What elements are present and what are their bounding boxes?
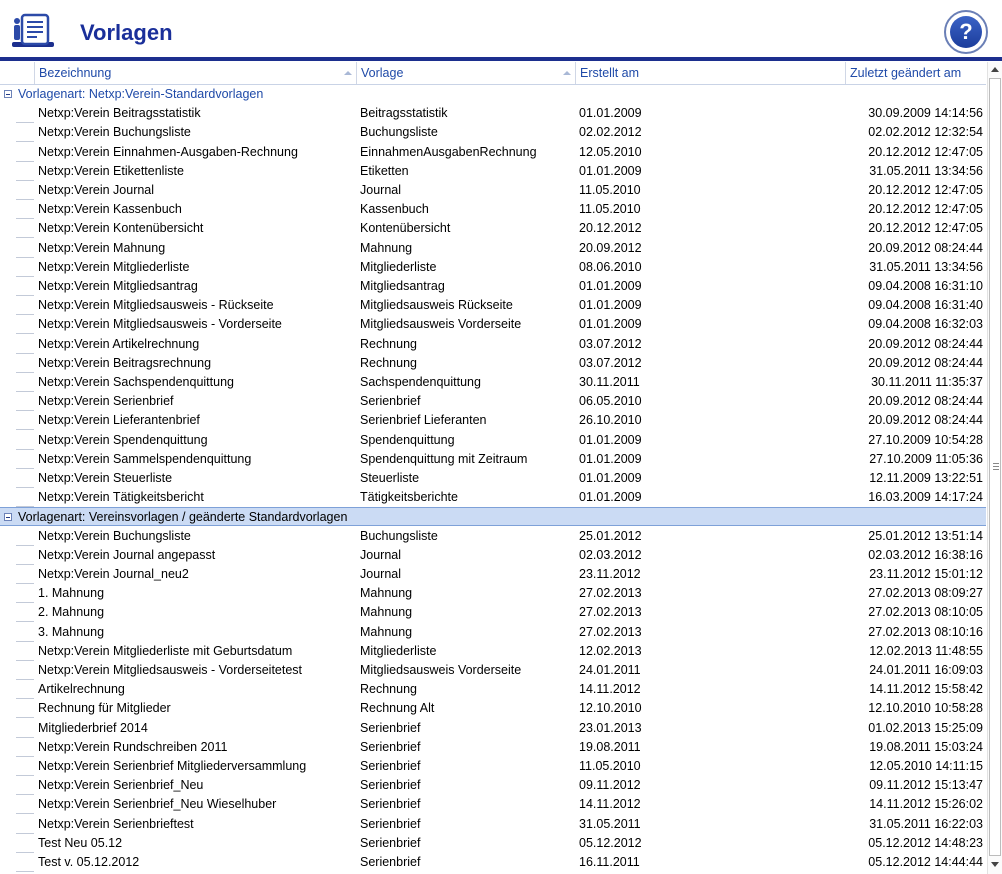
cell-bezeichnung: Netxp:Verein Buchungsliste	[38, 125, 191, 140]
table-row[interactable]	[0, 776, 986, 795]
cell-bezeichnung: Netxp:Verein Mitgliederliste	[38, 259, 190, 274]
cell-zuletzt-geaendert-am: 20.09.2012 08:24:44	[868, 413, 983, 428]
cell-zuletzt-geaendert-am: 20.09.2012 08:24:44	[868, 394, 983, 409]
cell-erstellt-am: 12.05.2010	[579, 144, 642, 159]
cell-vorlage: Serienbrief	[360, 778, 421, 793]
cell-vorlage: Mitgliedsantrag	[360, 279, 445, 293]
cell-erstellt-am: 01.01.2009	[579, 106, 642, 121]
cell-vorlage: Serienbrief	[360, 720, 421, 735]
cell-erstellt-am: 23.11.2012	[579, 567, 641, 581]
column-header-erstellt-am[interactable]	[575, 62, 845, 84]
cell-bezeichnung: Netxp:Verein Beitragsrechnung	[38, 355, 212, 370]
row-indicator	[16, 584, 34, 603]
group-header[interactable]	[0, 85, 986, 104]
cell-vorlage: Serienbrief	[360, 739, 421, 754]
cell-bezeichnung: Netxp:Verein Mitgliedsausweis - Vorderseite	[38, 317, 282, 332]
cell-erstellt-am: 03.07.2012	[579, 336, 642, 351]
column-header-bar	[0, 62, 986, 85]
cell-zuletzt-geaendert-am: 30.11.2011 11:35:37	[871, 375, 983, 389]
table-row[interactable]	[0, 123, 986, 142]
row-indicator	[16, 642, 34, 661]
cell-bezeichnung: Netxp:Verein Serienbrieftest	[38, 816, 194, 831]
cell-erstellt-am: 01.01.2009	[579, 317, 642, 332]
sort-ascending-icon	[563, 71, 571, 75]
table-row[interactable]	[0, 258, 986, 277]
column-header-vorlage[interactable]	[356, 62, 575, 84]
cell-bezeichnung: Netxp:Verein Etikettenliste	[38, 163, 184, 178]
cell-erstellt-am: 20.09.2012	[579, 240, 642, 255]
cell-bezeichnung: Netxp:Verein Lieferantenbrief	[38, 413, 200, 428]
collapse-icon[interactable]	[4, 90, 12, 98]
cell-bezeichnung: Netxp:Verein Mitgliedsausweis - Vorderseitetest	[38, 663, 303, 677]
cell-vorlage: Spendenquittung	[360, 432, 455, 447]
cell-erstellt-am: 14.11.2012	[579, 797, 641, 812]
cell-zuletzt-geaendert-am: 31.05.2011 13:34:56	[869, 259, 983, 274]
table-row[interactable]	[0, 296, 986, 315]
column-header-bezeichnung[interactable]	[34, 62, 356, 84]
cell-zuletzt-geaendert-am: 27.10.2009 11:05:36	[869, 451, 983, 466]
row-indicator	[16, 546, 34, 565]
table-row[interactable]	[0, 795, 986, 814]
table-row[interactable]	[0, 527, 986, 546]
cell-erstellt-am: 19.08.2011	[579, 739, 641, 754]
cell-erstellt-am: 11.05.2010	[579, 202, 641, 217]
row-indicator	[16, 488, 34, 507]
cell-zuletzt-geaendert-am: 23.11.2012 15:01:12	[869, 567, 983, 581]
page-title: Vorlagen	[80, 20, 173, 45]
cell-bezeichnung: Netxp:Verein Kassenbuch	[38, 202, 182, 217]
cell-zuletzt-geaendert-am: 27.02.2013 08:10:05	[868, 605, 983, 620]
table-row[interactable]	[0, 488, 986, 507]
table-row[interactable]	[0, 315, 986, 334]
cell-erstellt-am: 24.01.2011	[579, 663, 641, 677]
cell-vorlage: Serienbrief	[360, 797, 421, 812]
column-header-label: Erstellt am	[580, 66, 640, 80]
cell-erstellt-am: 01.01.2009	[579, 298, 642, 313]
cell-vorlage: Steuerliste	[360, 471, 420, 485]
cell-erstellt-am: 01.01.2009	[579, 471, 642, 485]
column-header-label: Vorlage	[361, 66, 404, 80]
cell-bezeichnung: Mitgliederbrief 2014	[38, 720, 148, 735]
cell-zuletzt-geaendert-am: 05.12.2012 14:44:44	[868, 855, 983, 869]
cell-zuletzt-geaendert-am: 20.12.2012 12:47:05	[868, 221, 983, 236]
cell-zuletzt-geaendert-am: 12.10.2010 10:58:28	[868, 701, 983, 716]
cell-zuletzt-geaendert-am: 09.04.2008 16:31:40	[868, 298, 983, 313]
cell-bezeichnung: Rechnung für Mitglieder	[38, 701, 171, 716]
row-indicator	[16, 565, 34, 584]
table-row[interactable]	[0, 354, 986, 373]
cell-bezeichnung: Test v. 05.12.2012	[38, 855, 140, 869]
row-indicator	[16, 757, 34, 776]
group-label: Vorlagenart: Netxp:Verein-Standardvorlagen	[18, 87, 264, 101]
cell-vorlage: Tätigkeitsberichte	[360, 490, 458, 505]
table-row[interactable]	[0, 392, 986, 411]
cell-zuletzt-geaendert-am: 24.01.2011 16:09:03	[869, 663, 983, 677]
cell-zuletzt-geaendert-am: 19.08.2011 15:03:24	[869, 739, 983, 754]
cell-erstellt-am: 01.01.2009	[579, 432, 642, 447]
row-indicator	[16, 219, 34, 238]
cell-bezeichnung: Netxp:Verein Mitgliederliste mit Geburtsdatum	[38, 643, 293, 658]
cell-zuletzt-geaendert-am: 01.02.2013 15:25:09	[868, 720, 983, 735]
table-row[interactable]	[0, 143, 986, 162]
row-indicator	[16, 296, 34, 315]
vertical-scrollbar[interactable]	[987, 62, 1002, 874]
cell-erstellt-am: 02.02.2012	[579, 125, 642, 140]
row-indicator	[16, 431, 34, 450]
scroll-down-icon[interactable]	[991, 862, 999, 867]
cell-zuletzt-geaendert-am: 12.11.2009 13:22:51	[869, 471, 983, 485]
cell-vorlage: Serienbrief	[360, 759, 421, 773]
cell-zuletzt-geaendert-am: 31.05.2011 13:34:56	[869, 163, 983, 178]
row-indicator	[16, 258, 34, 277]
cell-erstellt-am: 11.05.2010	[579, 759, 641, 773]
cell-bezeichnung: 1. Mahnung	[38, 586, 105, 601]
table-row[interactable]	[0, 411, 986, 430]
cell-bezeichnung: Netxp:Verein Einnahmen-Ausgaben-Rechnung	[38, 144, 298, 159]
table-row[interactable]	[0, 699, 986, 718]
row-indicator	[16, 719, 34, 738]
cell-bezeichnung: Netxp:Verein Beitragsstatistik	[38, 106, 201, 121]
cell-erstellt-am: 27.02.2013	[579, 605, 642, 620]
cell-vorlage: Mitgliederliste	[360, 259, 437, 274]
column-header-label: Zuletzt geändert am	[850, 66, 962, 80]
row-indicator	[16, 123, 34, 142]
cell-zuletzt-geaendert-am: 20.12.2012 12:47:05	[868, 202, 983, 217]
cell-zuletzt-geaendert-am: 20.12.2012 12:47:05	[868, 144, 983, 159]
cell-erstellt-am: 23.01.2013	[579, 720, 642, 735]
cell-bezeichnung: Netxp:Verein Artikelrechnung	[38, 336, 200, 351]
row-indicator	[16, 411, 34, 430]
row-indicator	[16, 181, 34, 200]
table-row[interactable]	[0, 104, 986, 123]
table-row[interactable]	[0, 181, 986, 200]
cell-vorlage: Serienbrief Lieferanten	[360, 413, 487, 428]
cell-zuletzt-geaendert-am: 14.11.2012 15:26:02	[869, 797, 983, 812]
cell-vorlage: Buchungsliste	[360, 125, 438, 140]
table-row[interactable]	[0, 565, 986, 584]
table-row[interactable]	[0, 584, 986, 603]
row-indicator	[16, 661, 34, 680]
column-header-label: Bezeichnung	[39, 66, 112, 80]
row-indicator	[16, 104, 34, 123]
cell-bezeichnung: Test Neu 05.12	[38, 835, 123, 850]
templates-grid	[0, 62, 986, 874]
table-row[interactable]	[0, 239, 986, 258]
cell-bezeichnung: Netxp:Verein Journal angepasst	[38, 547, 216, 562]
cell-erstellt-am: 25.01.2012	[579, 528, 642, 543]
row-indicator	[16, 815, 34, 834]
row-indicator	[16, 354, 34, 373]
table-row[interactable]	[0, 162, 986, 181]
row-indicator	[16, 335, 34, 354]
cell-zuletzt-geaendert-am: 27.10.2009 10:54:28	[868, 432, 983, 447]
cell-zuletzt-geaendert-am: 25.01.2012 13:51:14	[868, 528, 983, 543]
row-indicator	[16, 527, 34, 546]
row-indicator	[16, 315, 34, 334]
cell-zuletzt-geaendert-am: 09.11.2012 15:13:47	[869, 778, 983, 793]
cell-bezeichnung: Netxp:Verein Steuerliste	[38, 471, 173, 485]
table-row[interactable]	[0, 815, 986, 834]
table-row[interactable]	[0, 373, 986, 392]
row-indicator	[16, 469, 34, 488]
cell-erstellt-am: 05.12.2012	[579, 835, 642, 850]
row-indicator	[16, 373, 34, 392]
cell-erstellt-am: 01.01.2009	[579, 490, 642, 505]
cell-erstellt-am: 12.02.2013	[579, 643, 642, 658]
cell-vorlage: Buchungsliste	[360, 528, 438, 543]
cell-bezeichnung: Netxp:Verein Journal	[38, 183, 155, 197]
cell-vorlage: Serienbrief	[360, 816, 421, 831]
cell-erstellt-am: 31.05.2011	[579, 816, 641, 831]
cell-zuletzt-geaendert-am: 27.02.2013 08:09:27	[868, 586, 983, 601]
cell-vorlage: Kassenbuch	[360, 202, 429, 217]
cell-bezeichnung: Netxp:Verein Serienbrief_Neu	[38, 778, 204, 793]
cell-vorlage: Serienbrief	[360, 855, 421, 869]
cell-erstellt-am: 16.11.2011	[579, 855, 640, 869]
row-indicator	[16, 738, 34, 757]
cell-erstellt-am: 06.05.2010	[579, 394, 642, 409]
cell-vorlage: Beitragsstatistik	[360, 106, 448, 121]
table-row[interactable]	[0, 335, 986, 354]
cell-vorlage: Mahnung	[360, 240, 413, 255]
row-indicator	[16, 450, 34, 469]
cell-zuletzt-geaendert-am: 12.05.2010 14:11:15	[869, 759, 983, 773]
row-indicator	[16, 776, 34, 795]
cell-bezeichnung: Netxp:Verein Sachspendenquittung	[38, 375, 234, 389]
scroll-up-icon[interactable]	[991, 67, 999, 72]
cell-zuletzt-geaendert-am: 20.09.2012 08:24:44	[868, 355, 983, 370]
cell-vorlage: Rechnung	[360, 336, 417, 351]
cell-bezeichnung: 2. Mahnung	[38, 605, 105, 620]
column-header-zuletzt-geaendert-am[interactable]	[845, 62, 986, 84]
table-row[interactable]	[0, 853, 986, 872]
cell-erstellt-am: 01.01.2009	[579, 279, 642, 293]
table-row[interactable]	[0, 277, 986, 296]
cell-vorlage: Rechnung Alt	[360, 701, 435, 716]
cell-bezeichnung: Netxp:Verein Serienbrief	[38, 394, 174, 409]
cell-zuletzt-geaendert-am: 02.02.2012 12:32:54	[868, 125, 983, 140]
cell-erstellt-am: 02.03.2012	[579, 547, 642, 562]
cell-bezeichnung: Netxp:Verein Mahnung	[38, 240, 166, 255]
cell-vorlage: Rechnung	[360, 682, 417, 697]
cell-vorlage: Mitgliederliste	[360, 643, 437, 658]
table-row[interactable]	[0, 738, 986, 757]
cell-bezeichnung: Netxp:Verein Tätigkeitsbericht	[38, 490, 204, 505]
cell-vorlage: Serienbrief	[360, 835, 421, 850]
scroll-thumb[interactable]	[989, 78, 1001, 856]
cell-erstellt-am: 11.05.2010	[579, 183, 641, 197]
help-icon: ?	[950, 16, 982, 48]
row-indicator	[16, 603, 34, 622]
row-indicator	[16, 239, 34, 258]
cell-vorlage: Mahnung	[360, 586, 413, 601]
table-row[interactable]	[0, 719, 986, 738]
table-row[interactable]	[0, 642, 986, 661]
cell-zuletzt-geaendert-am: 14.11.2012 15:58:42	[869, 682, 983, 697]
cell-erstellt-am: 30.11.2011	[579, 375, 640, 389]
cell-erstellt-am: 27.02.2013	[579, 586, 642, 601]
cell-vorlage: Mahnung	[360, 605, 413, 620]
cell-vorlage: Serienbrief	[360, 394, 421, 409]
cell-bezeichnung: Netxp:Verein Buchungsliste	[38, 528, 191, 543]
table-row[interactable]	[0, 200, 986, 219]
group-label: Vorlagenart: Vereinsvorlagen / geänderte Standardvorlagen	[18, 510, 348, 525]
table-row[interactable]	[0, 469, 986, 488]
row-indicator	[16, 143, 34, 162]
table-row[interactable]	[0, 834, 986, 853]
cell-vorlage: Kontenübersicht	[360, 221, 451, 236]
cell-vorlage: EinnahmenAusgabenRechnung	[360, 144, 537, 159]
cell-zuletzt-geaendert-am: 12.02.2013 11:48:55	[869, 643, 983, 658]
cell-vorlage: Spendenquittung mit Zeitraum	[360, 451, 528, 466]
cell-zuletzt-geaendert-am: 31.05.2011 16:22:03	[869, 816, 983, 831]
cell-vorlage: Journal	[360, 183, 401, 197]
cell-vorlage: Sachspendenquittung	[360, 375, 481, 389]
cell-zuletzt-geaendert-am: 09.04.2008 16:31:10	[868, 279, 983, 293]
cell-bezeichnung: Netxp:Verein Mitgliedsausweis - Rückseite	[38, 298, 274, 313]
group-header[interactable]	[0, 507, 986, 526]
table-row[interactable]	[0, 546, 986, 565]
cell-erstellt-am: 20.12.2012	[579, 221, 642, 236]
row-indicator	[16, 680, 34, 699]
table-row[interactable]	[0, 661, 986, 680]
cell-zuletzt-geaendert-am: 16.03.2009 14:17:24	[868, 490, 983, 505]
row-indicator	[16, 623, 34, 642]
cell-zuletzt-geaendert-am: 30.09.2009 14:14:56	[868, 106, 983, 121]
cell-erstellt-am: 03.07.2012	[579, 355, 642, 370]
table-row[interactable]	[0, 219, 986, 238]
scroll-grip-icon	[993, 463, 999, 470]
cell-zuletzt-geaendert-am: 02.03.2012 16:38:16	[868, 547, 983, 562]
cell-bezeichnung: Netxp:Verein Kontenübersicht	[38, 221, 204, 236]
cell-zuletzt-geaendert-am: 20.09.2012 08:24:44	[868, 336, 983, 351]
cell-bezeichnung: Netxp:Verein Journal_neu2	[38, 567, 189, 581]
cell-bezeichnung: Netxp:Verein Sammelspendenquittung	[38, 451, 252, 466]
cell-zuletzt-geaendert-am: 05.12.2012 14:48:23	[868, 835, 983, 850]
cell-bezeichnung: 3. Mahnung	[38, 624, 105, 639]
cell-vorlage: Mitgliedsausweis Vorderseite	[360, 663, 522, 677]
row-indicator	[16, 392, 34, 411]
table-row[interactable]	[0, 450, 986, 469]
table-row[interactable]	[0, 680, 986, 699]
cell-vorlage: Mahnung	[360, 624, 413, 639]
table-row[interactable]	[0, 623, 986, 642]
cell-bezeichnung: Netxp:Verein Mitgliedsantrag	[38, 279, 198, 293]
cell-zuletzt-geaendert-am: 27.02.2013 08:10:16	[868, 624, 983, 639]
table-row[interactable]	[0, 603, 986, 622]
row-indicator	[16, 699, 34, 718]
templates-icon	[10, 12, 56, 50]
cell-erstellt-am: 12.10.2010	[579, 701, 642, 716]
cell-vorlage: Mitgliedsausweis Vorderseite	[360, 317, 522, 332]
cell-erstellt-am: 14.11.2012	[579, 682, 641, 697]
cell-erstellt-am: 01.01.2009	[579, 163, 642, 178]
collapse-icon[interactable]	[4, 513, 12, 521]
cell-erstellt-am: 26.10.2010	[579, 413, 642, 428]
cell-zuletzt-geaendert-am: 09.04.2008 16:32:03	[868, 317, 983, 332]
table-row[interactable]	[0, 757, 986, 776]
cell-erstellt-am: 08.06.2010	[579, 259, 642, 274]
cell-bezeichnung: Netxp:Verein Spendenquittung	[38, 432, 208, 447]
cell-zuletzt-geaendert-am: 20.12.2012 12:47:05	[868, 183, 983, 197]
help-button[interactable]	[944, 10, 988, 54]
cell-bezeichnung: Netxp:Verein Serienbrief Mitgliederversammlung	[38, 759, 307, 773]
row-indicator	[16, 162, 34, 181]
table-row[interactable]	[0, 431, 986, 450]
cell-zuletzt-geaendert-am: 20.09.2012 08:24:44	[868, 240, 983, 255]
page-header	[0, 0, 1002, 58]
cell-erstellt-am: 27.02.2013	[579, 624, 642, 639]
row-indicator	[16, 834, 34, 853]
row-indicator	[16, 795, 34, 814]
row-indicator	[16, 200, 34, 219]
cell-vorlage: Etiketten	[360, 163, 409, 178]
cell-erstellt-am: 09.11.2012	[579, 778, 641, 793]
header-divider	[0, 57, 1002, 61]
cell-vorlage: Journal	[360, 567, 401, 581]
cell-vorlage: Mitgliedsausweis Rückseite	[360, 298, 513, 313]
cell-bezeichnung: Netxp:Verein Serienbrief_Neu Wieselhuber	[38, 797, 277, 812]
row-indicator	[16, 277, 34, 296]
cell-vorlage: Rechnung	[360, 355, 417, 370]
cell-bezeichnung: Netxp:Verein Rundschreiben 2011	[38, 739, 228, 754]
row-indicator	[16, 853, 34, 872]
cell-erstellt-am: 01.01.2009	[579, 451, 642, 466]
sort-ascending-icon	[344, 71, 352, 75]
cell-bezeichnung: Artikelrechnung	[38, 682, 125, 697]
cell-vorlage: Journal	[360, 547, 401, 562]
